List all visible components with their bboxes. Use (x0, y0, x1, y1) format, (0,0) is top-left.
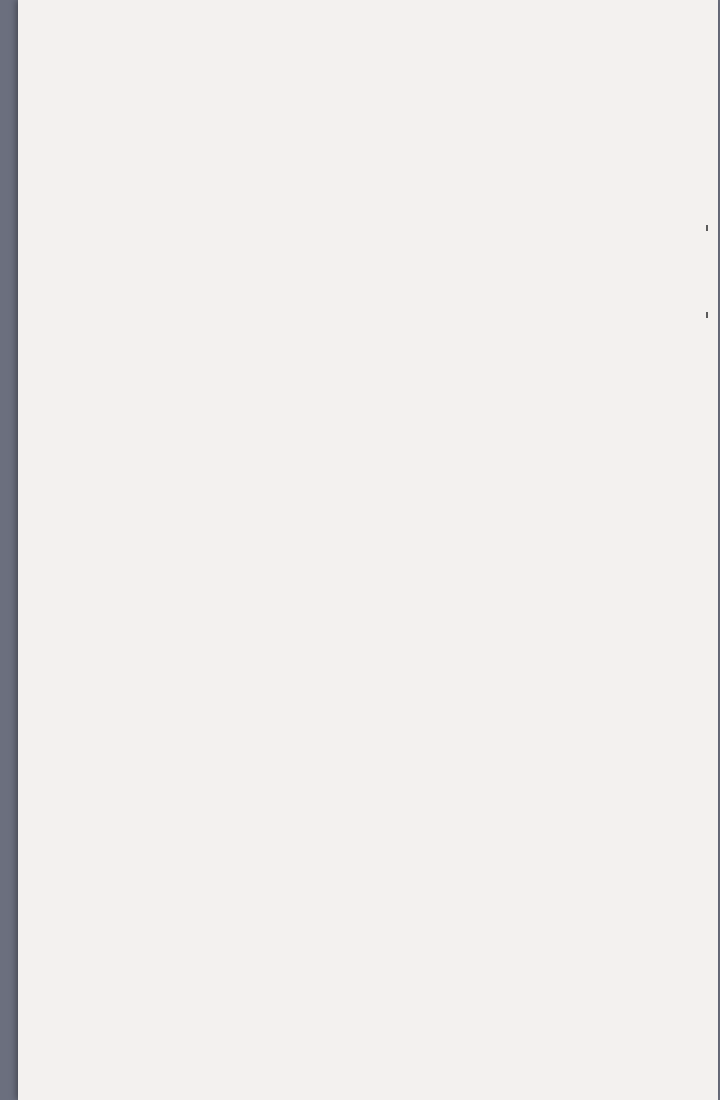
binding-mark (706, 312, 708, 318)
binding-mark (706, 225, 708, 231)
page-content (108, 86, 628, 107)
show-through-text (106, 104, 110, 127)
manual-page (18, 0, 718, 1100)
